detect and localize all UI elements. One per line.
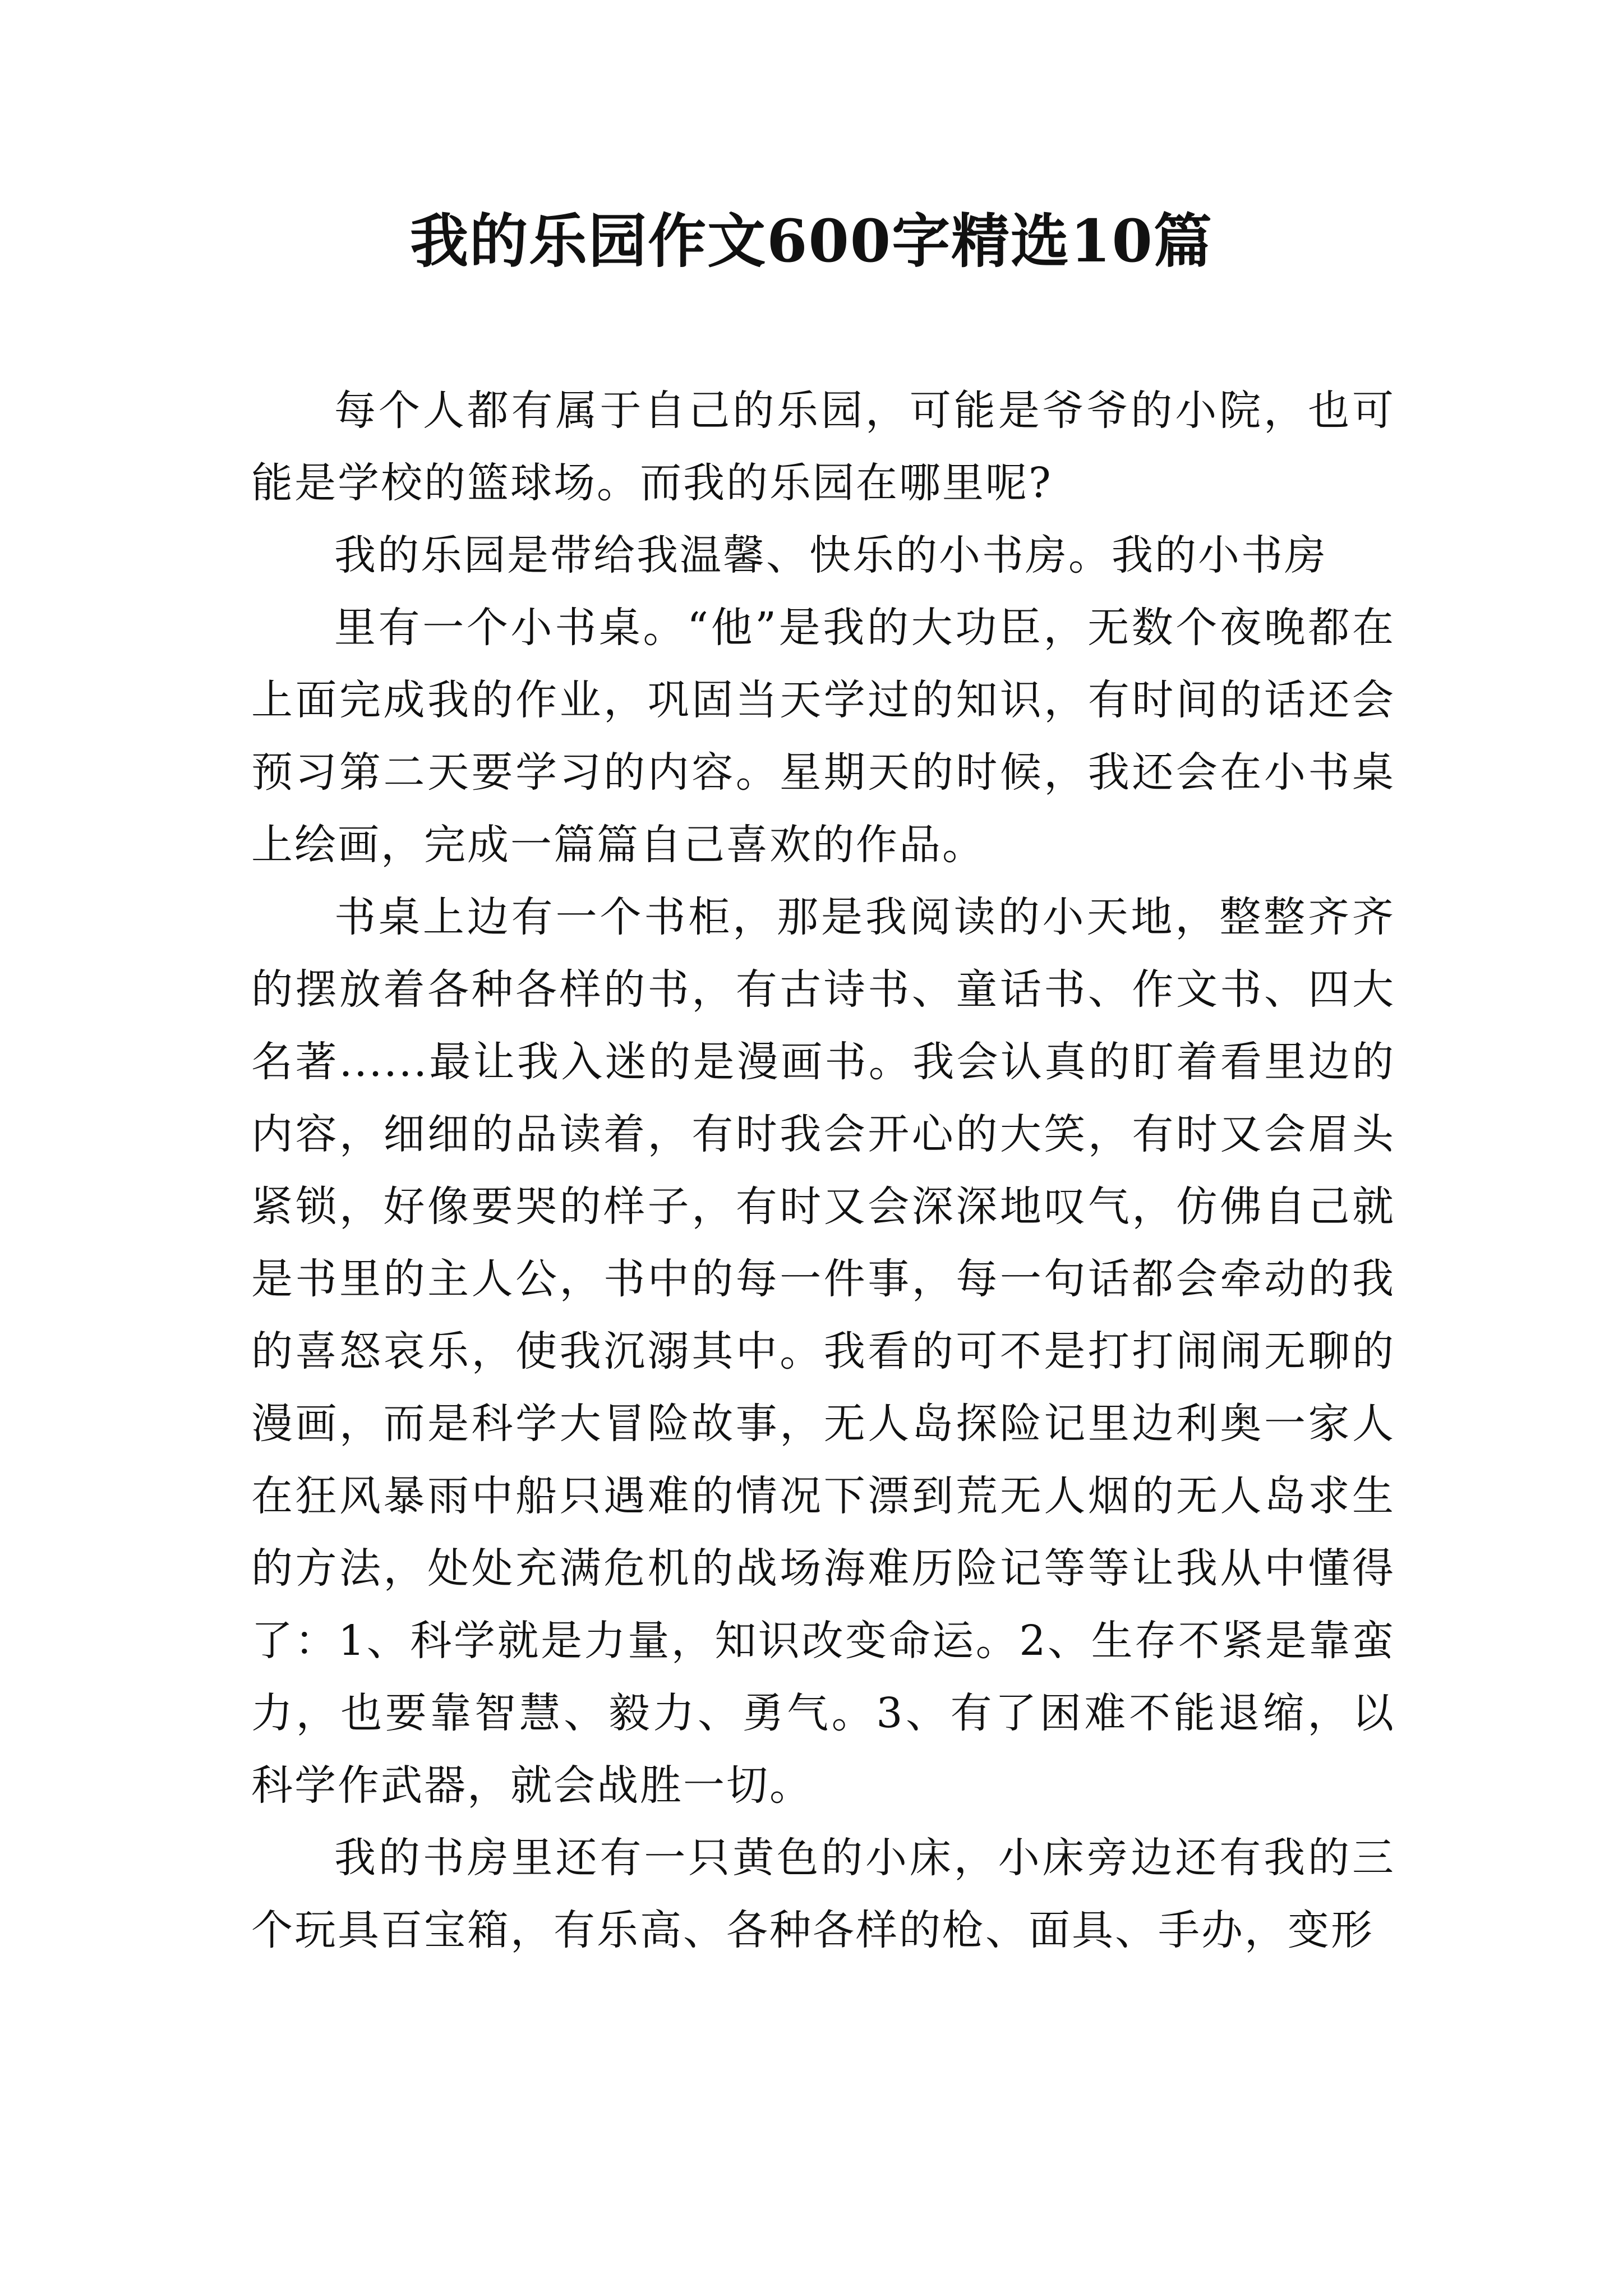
document-title: 我的乐园作文600字精选10篇 bbox=[410, 206, 1213, 275]
paragraph: 我的书房里还有一只黄色的小床，小床旁边还有我的三个玩具百宝箱，有乐高、各种各样的枪、面具、手办，变形 bbox=[251, 1834, 1395, 1954]
paragraph: 我的乐园是带给我温馨、快乐的小书房。我的小书房 bbox=[334, 531, 1327, 579]
paragraph: 每个人都有属于自己的乐园，可能是爷爷的小院，也可能是学校的篮球场。而我的乐园在哪里呢? bbox=[251, 386, 1395, 507]
document-body bbox=[251, 375, 1395, 1967]
paragraph: 书桌上边有一个书柜，那是我阅读的小天地，整整齐齐的摆放着各种各样的书，有古诗书、童话书、作文书、四大名著......最让我入迷的是漫画书。我会认真的盯着看里边的内容，细细的品读着，有时我会开心的大笑，有时又会眉头紧锁，好像要哭的样子，有时又会深深地叹气，仿佛自己就是书里的主人公，书中的每一件事，每一句话都会牵动的我的喜怒哀乐，使我沉溺其中。我看的可不是打打闹闹无聊的漫画，而是科学大冒险故事，无人岛探险记里边利奥一家人在狂风暴雨中船只遇难的情况下漂到荒无人烟的无人岛求生的方法，处处充满危机的战场海难历险记等等让我从中懂得了：1、科学就是力量，知识改变命运。2、生存不紧是靠蛮力，也要靠智慧、毅力、勇气。3、有了困难不能退缩，以科学作武器，就会战胜一切。 bbox=[251, 893, 1395, 1810]
paragraph: 里有一个小书桌。“他”是我的大功臣，无数个夜晚都在上面完成我的作业，巩固当天学过的知识，有时间的话还会预习第二天要学习的内容。星期天的时候，我还会在小书桌上绘画，完成一篇篇自己喜欢的作品。 bbox=[251, 604, 1395, 869]
